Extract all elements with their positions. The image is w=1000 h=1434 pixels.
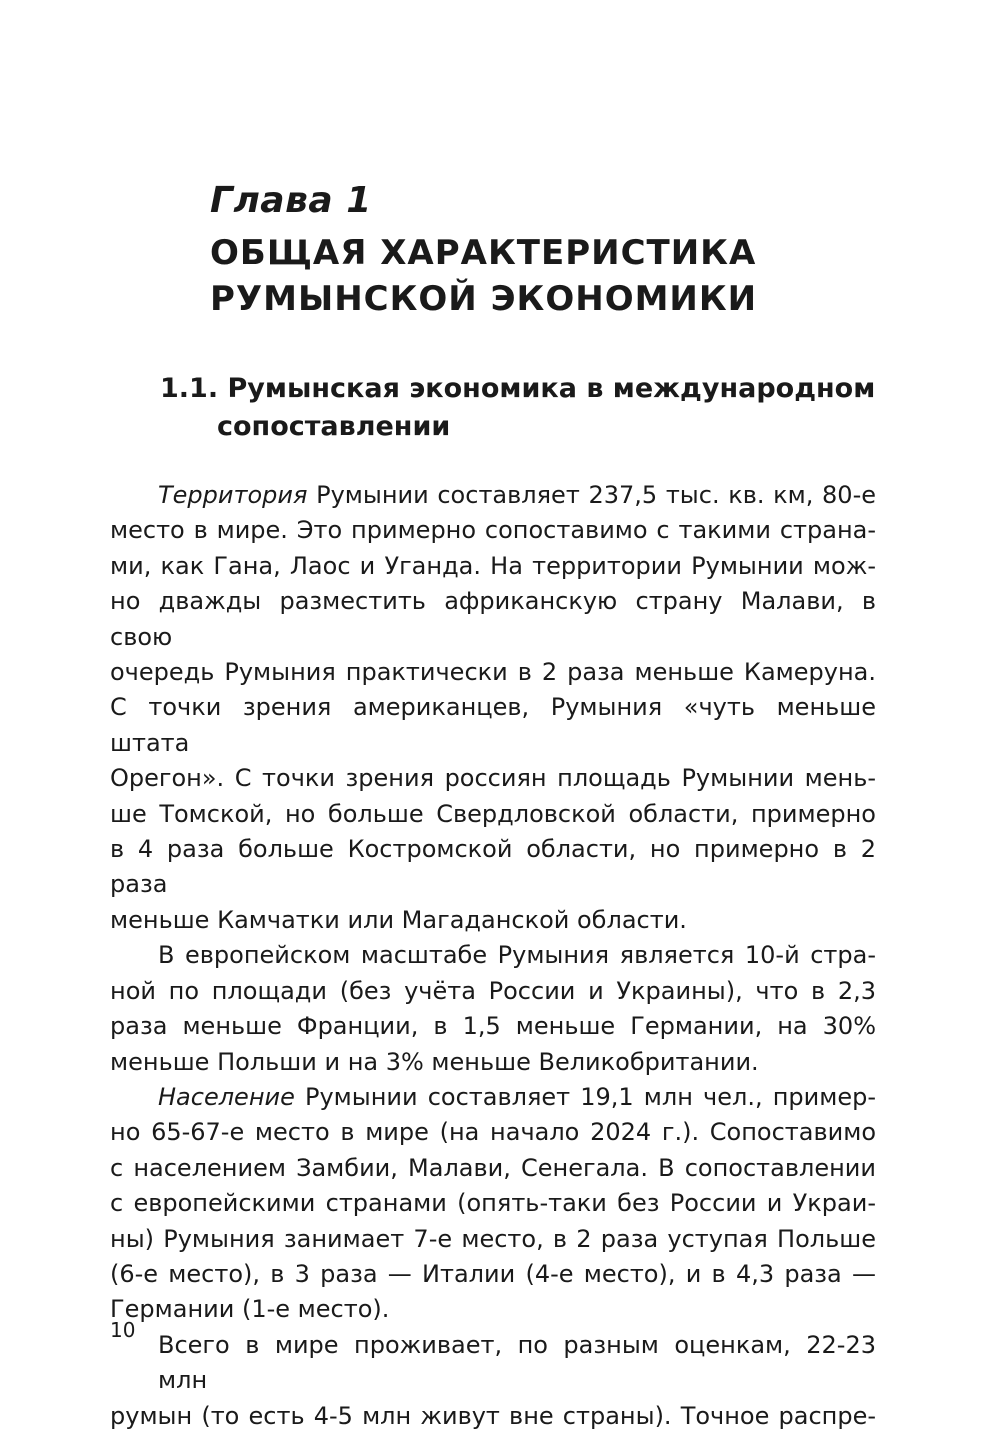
text-line: место в мире. Это примерно сопоставимо с такими страна-	[110, 516, 876, 545]
text-line: Всего в мире проживает, по разным оценкам, 22-23 млн	[158, 1330, 876, 1395]
chapter-label: Глава 1	[210, 180, 372, 221]
text-line: ной по площади (без учёта России и Украины), что в 2,3	[110, 976, 876, 1005]
text-line: ны) Румыния занимает 7-е место, в 2 раза уступая Польше	[110, 1224, 876, 1253]
paragraph	[110, 478, 876, 938]
text-line: В европейском масштабе Румыния является 10-й стра-	[158, 941, 876, 970]
text-line: Орегон». С точки зрения россиян площадь Румынии мень-	[110, 764, 876, 793]
text-line: ше Томской, но больше Свердловской области, примерно	[110, 799, 876, 828]
text-line: (6-е место), в 3 раза — Италии (4-е место), и в 4,3 раза —	[110, 1259, 876, 1288]
page-number: 10	[110, 1318, 136, 1342]
text-line: в 4 раза больше Костромской области, но примерно в 2 раза	[110, 835, 876, 899]
text-line: меньше Камчатки или Магаданской области.	[110, 905, 687, 934]
text-fragment: Румынии составляет 237,5 тыс. кв. км, 80-е	[307, 481, 876, 509]
section-title-line: сопоставлении	[217, 411, 451, 442]
paragraph	[110, 938, 876, 1080]
text-line: меньше Польши и на 3% меньше Великобритании.	[110, 1047, 759, 1076]
italic-term: Территория	[158, 481, 308, 509]
italic-term: Население	[158, 1082, 295, 1111]
text-line: Германии (1-е место).	[110, 1295, 390, 1324]
text-line: раза меньше Франции, в 1,5 меньше Германии, на 30%	[110, 1012, 876, 1041]
paragraph	[110, 1080, 876, 1328]
section-title	[160, 370, 875, 446]
chapter-title-line: ОБЩАЯ ХАРАКТЕРИСТИКА	[210, 233, 757, 273]
chapter-title-line: РУМЫНСКОЙ ЭКОНОМИКИ	[210, 279, 758, 319]
text-line: ми, как Гана, Лаос и Уганда. На территории Румынии мож-	[110, 551, 876, 580]
text-line: С точки зрения американцев, Румыния «чуть меньше штата	[110, 693, 876, 757]
body-text	[110, 478, 876, 1434]
chapter-title	[210, 230, 757, 322]
text-line	[110, 1080, 876, 1115]
text-line: но дважды разместить африканскую страну Малави, в свою	[110, 587, 876, 651]
text-line: но 65-67-е место в мире (на начало 2024 г.). Сопоставимо	[110, 1118, 876, 1147]
paragraph	[110, 1328, 876, 1434]
text-line: очередь Румыния практически в 2 раза меньше Камеруна.	[110, 658, 876, 687]
section-title-line: 1.1. Румынская экономика в международном	[160, 373, 876, 404]
text-line	[110, 478, 876, 513]
text-line: румын (то есть 4-5 млн живут вне страны). Точное распре-	[110, 1401, 876, 1430]
text-fragment: Румынии составляет 19,1 млн чел., пример-	[294, 1082, 876, 1111]
text-line: с населением Замбии, Малави, Сенегала. В сопоставлении	[110, 1153, 876, 1182]
text-line: с европейскими странами (опять-таки без России и Украи-	[110, 1189, 876, 1218]
